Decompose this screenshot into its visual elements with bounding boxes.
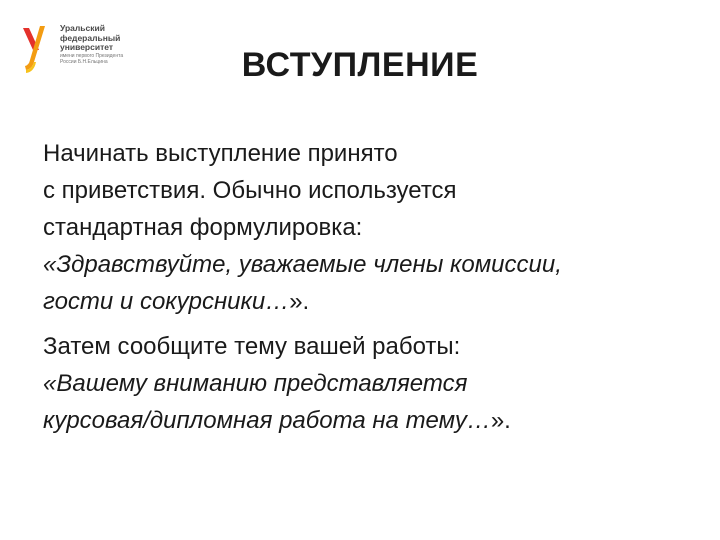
p2-line-1: Затем сообщите тему вашей работы: bbox=[43, 333, 461, 360]
paragraph-1 bbox=[43, 135, 693, 320]
p1-line-2: с приветствия. Обычно используется bbox=[43, 177, 457, 204]
p1-quote-line-2: гости и сокурсники… bbox=[43, 288, 290, 315]
paragraph-2 bbox=[43, 328, 693, 439]
logo-line-1: Уральский bbox=[60, 23, 105, 33]
p1-line-3: стандартная формулировка: bbox=[43, 214, 363, 241]
p2-quote-end: ». bbox=[490, 407, 511, 434]
logo-line-5: России Б.Н.Ельцина bbox=[60, 58, 108, 65]
logo-line-3: университет bbox=[60, 42, 114, 52]
p1-quote-line-1: «Здравствуйте, уважаемые члены комиссии, bbox=[43, 251, 562, 278]
slide-title: ВСТУПЛЕНИЕ bbox=[241, 46, 479, 84]
logo-line-2: федеральный bbox=[60, 32, 121, 43]
logo-line-4: имени первого Президента bbox=[60, 52, 124, 59]
slide-body bbox=[43, 135, 693, 439]
p1-line-1: Начинать выступление принято bbox=[43, 140, 398, 167]
p1-quote-end: ». bbox=[289, 288, 310, 315]
p2-quote-line-1: «Вашему вниманию представляется bbox=[43, 370, 468, 397]
p2-quote-line-2: курсовая/дипломная работа на тему… bbox=[43, 407, 491, 434]
